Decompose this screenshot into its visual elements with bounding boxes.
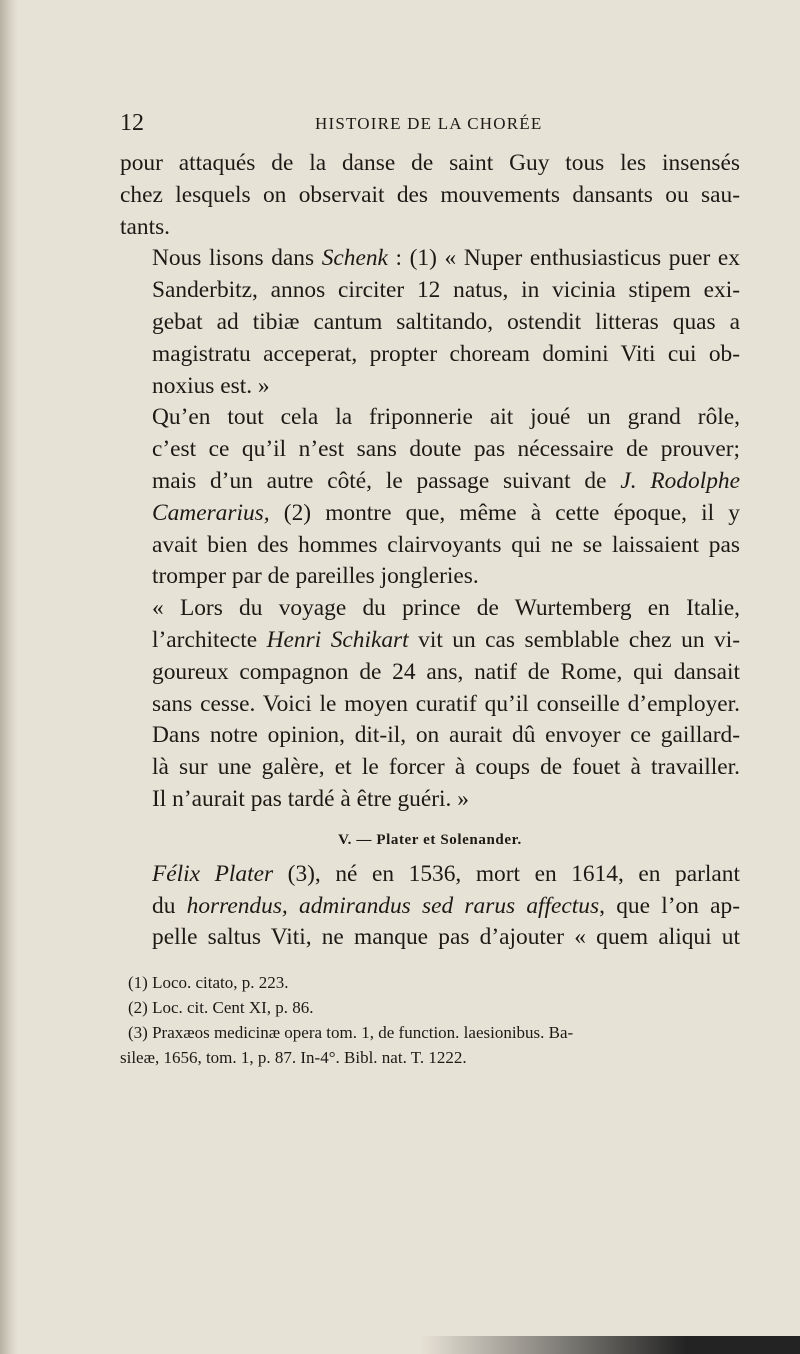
latin-phrase: horrendus, admirandus sed rarus affectus [186, 892, 600, 919]
text-line: Nous lisons dans Schenk : (1) « Nuper enthusiasticus puer ex [152, 245, 740, 272]
text-line: noxius est. » [152, 372, 270, 399]
author-name: Schenk [321, 245, 388, 272]
author-name: J. Rodolphe [620, 467, 740, 494]
text-line: Il n’aurait pas tardé à être guéri. » [152, 785, 469, 812]
author-name: Camerarius, [152, 499, 270, 526]
footnote-2: (2) Loc. cit. Cent XI, p. 86. [128, 998, 314, 1018]
running-head [120, 110, 740, 140]
text-line: chez lesquels on observait des mouvements dansants ou sau- [120, 181, 740, 208]
paragraph-3 [120, 402, 740, 593]
text-line: Sanderbitz, annos circiter 12 natus, in vicinia stipem exi- [152, 277, 740, 304]
paragraph-1 [120, 148, 740, 243]
footnote-3: (3) Praxæos medicinæ opera tom. 1, de function. laesionibus. Ba- [128, 1023, 574, 1043]
paragraph-2 [120, 243, 740, 402]
book-binding-edge [0, 0, 18, 1354]
author-name: Félix Plater [152, 860, 274, 887]
book-page [120, 110, 740, 1070]
scan-edge-shadow [420, 1336, 800, 1354]
page-number: 12 [120, 110, 144, 136]
text-line: sans cesse. Voici le moyen curatif qu’il conseille d’employer. [152, 690, 740, 717]
text-line: c’est ce qu’il n’est sans doute pas nécessaire de prouver; [152, 436, 740, 463]
text-line: pelle saltus Viti, ne manque pas d’ajouter « quem aliqui ut [152, 924, 740, 951]
text-line: du horrendus, admirandus sed rarus affectus, que l’on ap- [152, 892, 740, 919]
text-line: là sur une galère, et le forcer à coups de fouet à travailler. [152, 754, 740, 781]
paragraph-4 [120, 593, 740, 816]
text-line: Camerarius, (2) montre que, même à cette époque, il y [152, 499, 740, 526]
paragraph-5 [120, 859, 740, 954]
text-line: avait bien des hommes clairvoyants qui ne se laissaient pas [152, 531, 740, 558]
text-line: « Lors du voyage du prince de Wurtemberg en Italie, [152, 595, 740, 622]
text-line: Félix Plater (3), né en 1536, mort en 1614, en parlant [152, 860, 740, 887]
text-line: tromper par de pareilles jongleries. [152, 563, 479, 590]
footnote-1: (1) Loco. citato, p. 223. [128, 973, 289, 993]
text-line: l’architecte Henri Schikart vit un cas semblable chez un vi- [152, 626, 740, 653]
author-name: Henri Schikart [266, 626, 409, 653]
text-line: pour attaqués de la danse de saint Guy tous les insensés [120, 150, 740, 176]
text-line: goureux compagnon de 24 ans, natif de Rome, qui dansait [152, 658, 740, 685]
section-heading: V. — Plater et Solenander. [338, 831, 522, 848]
footnotes [120, 970, 740, 1070]
text-line: magistratu acceperat, propter choream domini Viti cui ob- [152, 340, 740, 367]
running-title: HISTOIRE DE LA CHORÉE [315, 114, 543, 133]
text-line: tants. [120, 213, 171, 240]
footnote-3-continued: sileæ, 1656, tom. 1, p. 87. In-4°. Bibl. nat. T. 1222. [120, 1048, 467, 1068]
text-line: gebat ad tibiæ cantum saltitando, ostendit litteras quas a [152, 308, 740, 335]
text-line: Dans notre opinion, dit-il, on aurait dû envoyer ce gaillard- [152, 722, 740, 749]
text-line: Qu’en tout cela la friponnerie ait joué un grand rôle, [152, 404, 740, 431]
text-line: mais d’un autre côté, le passage suivant de J. Rodolphe [152, 467, 740, 494]
